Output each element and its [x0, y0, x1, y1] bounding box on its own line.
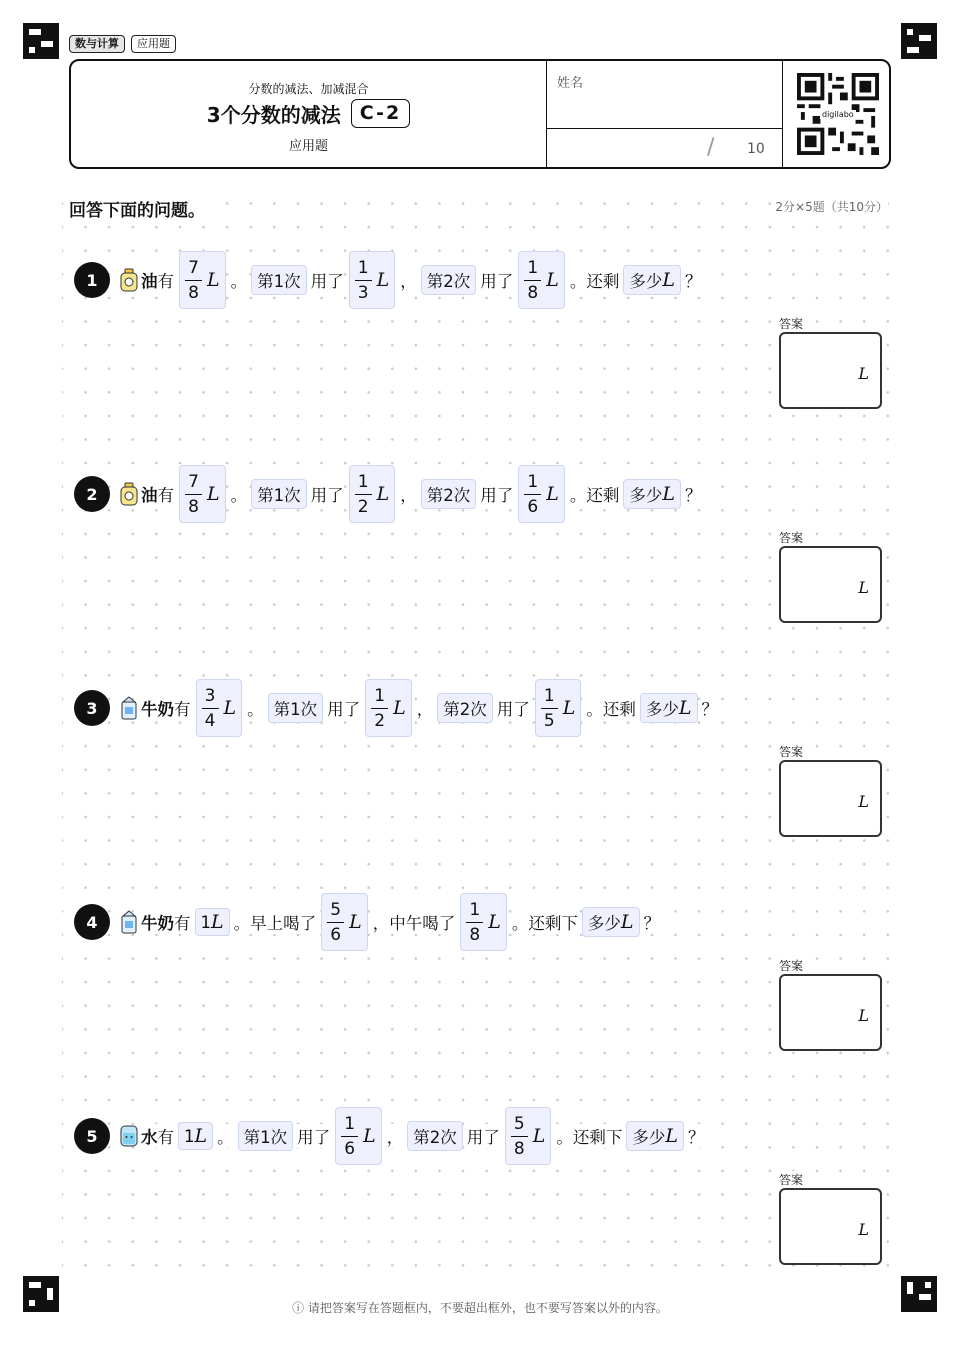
numerator: 5 — [513, 1113, 525, 1134]
second-amount — [518, 251, 565, 309]
worksheet-kind: 应用题 — [288, 139, 328, 154]
ask-box — [623, 479, 681, 509]
denominator: 2 — [374, 710, 386, 731]
unit: L — [678, 697, 692, 719]
title-row — [71, 99, 546, 128]
answer-box-1[interactable] — [779, 332, 882, 409]
oil-bottle-icon — [119, 268, 139, 292]
comma: ， — [417, 696, 434, 720]
question-5 — [74, 1106, 705, 1166]
numerator: 1 — [357, 471, 369, 492]
remain-text: 。还剩 — [570, 268, 620, 292]
answer-label: 答案 — [779, 531, 804, 545]
ask-box — [582, 907, 640, 937]
comma: ， — [400, 482, 417, 506]
used-text: 用了 — [480, 268, 513, 292]
numerator: 1 — [527, 471, 539, 492]
tag-number-calc: 数与计算 — [69, 35, 125, 53]
unit: L — [662, 269, 675, 291]
subject: 油 — [141, 482, 158, 506]
unit: L — [665, 1125, 678, 1147]
answer-unit: L — [858, 578, 869, 597]
first-amount — [321, 893, 368, 951]
unit: L — [207, 269, 220, 291]
numerator: 1 — [527, 257, 539, 278]
morning-text: 早上喝了 — [250, 910, 316, 934]
name-score-section — [546, 61, 782, 167]
period: 。 — [231, 482, 248, 506]
question-mark: ？ — [685, 268, 702, 292]
qr-section — [782, 61, 889, 167]
question-mark: ？ — [688, 1124, 705, 1148]
numerator: 1 — [543, 685, 555, 706]
subject: 油 — [141, 268, 158, 292]
answer-unit: L — [858, 792, 869, 811]
subject: 牛奶 — [141, 910, 174, 934]
first-time: 第1次 — [251, 265, 307, 295]
comma: ， — [373, 910, 390, 934]
verb: 有 — [174, 696, 191, 720]
denominator: 8 — [188, 282, 199, 303]
denominator: 8 — [188, 496, 199, 517]
total-amount — [179, 465, 226, 523]
verb: 有 — [174, 910, 191, 934]
denominator: 6 — [330, 924, 342, 945]
water-glass-icon — [119, 1124, 139, 1148]
answer-label: 答案 — [779, 959, 804, 973]
question-mark: ？ — [685, 482, 702, 506]
first-amount — [349, 251, 396, 309]
period: 。 — [217, 1124, 234, 1148]
period: 。 — [247, 696, 264, 720]
subject: 水 — [141, 1124, 158, 1148]
unit: L — [662, 483, 675, 505]
remain-text: 。还剩 — [570, 482, 620, 506]
first-amount — [365, 679, 412, 737]
corner-marker-top-left — [23, 23, 59, 59]
question-1 — [74, 250, 702, 310]
first-amount — [335, 1107, 382, 1165]
question-mark: ？ — [702, 696, 719, 720]
first-time: 第1次 — [251, 479, 307, 509]
oil-bottle-icon — [119, 482, 139, 506]
score-slash: / — [707, 135, 715, 160]
subject: 牛奶 — [141, 696, 174, 720]
used-text: 用了 — [467, 1124, 500, 1148]
second-time: 第2次 — [437, 693, 493, 723]
unit: L — [546, 269, 559, 291]
numerator: 1 — [357, 257, 369, 278]
used-text: 用了 — [311, 268, 344, 292]
verb: 有 — [158, 268, 175, 292]
name-divider — [547, 128, 782, 129]
total-amount — [178, 1122, 213, 1150]
answer-box-2[interactable] — [779, 546, 882, 623]
unit: L — [223, 697, 237, 719]
noon-text: 中午喝了 — [389, 910, 455, 934]
score-total: 10 — [747, 141, 765, 157]
answer-unit: L — [858, 1220, 869, 1239]
total-amount — [196, 679, 243, 737]
unit: L — [562, 697, 576, 719]
second-time: 第2次 — [407, 1121, 463, 1151]
numerator: 3 — [204, 685, 216, 706]
ask-box — [640, 693, 698, 723]
points-info: 2分×5题（共10分） — [775, 200, 888, 214]
numerator: 1 — [374, 685, 386, 706]
ask-text: 多少 — [629, 272, 663, 291]
denominator: 6 — [344, 1138, 356, 1159]
first-amount — [349, 465, 396, 523]
unit: L — [546, 483, 559, 505]
instruction: 回答下面的问题。 — [69, 196, 205, 221]
period: 。 — [234, 910, 251, 934]
category-tags — [69, 35, 176, 53]
second-amount — [518, 465, 565, 523]
question-number: 1 — [74, 262, 110, 298]
question-number: 5 — [74, 1118, 110, 1154]
numerator: 1 — [469, 899, 481, 920]
denominator: 6 — [527, 496, 539, 517]
numerator: 1 — [344, 1113, 356, 1134]
answer-box-5[interactable] — [779, 1188, 882, 1265]
worksheet-header — [69, 59, 891, 169]
numerator: 7 — [188, 257, 199, 278]
question-4 — [74, 892, 660, 952]
name-label: 姓名 — [557, 76, 584, 91]
total-amount — [195, 908, 230, 936]
remain-text: 。还剩 — [586, 696, 636, 720]
verb: 有 — [158, 482, 175, 506]
corner-marker-top-right — [901, 23, 937, 59]
answer-label: 答案 — [779, 1173, 804, 1187]
denominator: 8 — [469, 924, 481, 945]
question-number: 2 — [74, 476, 110, 512]
denominator: 8 — [527, 282, 539, 303]
unit: L — [376, 483, 390, 505]
ask-text: 多少 — [645, 700, 679, 719]
question-number: 3 — [74, 690, 110, 726]
answer-label: 答案 — [779, 745, 804, 759]
worksheet-subtitle: 分数的减法、加减混合 — [248, 82, 369, 96]
answer-label: 答案 — [779, 317, 804, 331]
first-time: 第1次 — [238, 1121, 294, 1151]
level-badge: C-2 — [351, 99, 411, 128]
unit: L — [620, 911, 634, 933]
second-amount — [460, 893, 507, 951]
ask-box — [623, 265, 681, 295]
used-text: 用了 — [297, 1124, 330, 1148]
answer-box-3[interactable] — [779, 760, 882, 837]
unit: L — [207, 483, 220, 505]
bottom-margin — [0, 1276, 960, 1358]
qr-text: digilabo — [822, 110, 854, 119]
second-time: 第2次 — [421, 479, 477, 509]
denominator: 4 — [204, 710, 216, 731]
denominator: 2 — [357, 496, 369, 517]
used-text: 用了 — [497, 696, 530, 720]
unit: L — [488, 911, 501, 933]
right-margin — [900, 0, 960, 1358]
title-section — [71, 61, 546, 167]
used-text: 用了 — [311, 482, 344, 506]
footer-notice — [0, 1297, 960, 1316]
second-amount — [535, 679, 582, 737]
answer-box-4[interactable] — [779, 974, 882, 1051]
used-text: 用了 — [480, 482, 513, 506]
unit: L — [363, 1125, 376, 1147]
total-whole: 1 — [184, 1126, 195, 1146]
denominator: 5 — [543, 710, 555, 731]
ask-text: 多少 — [632, 1128, 666, 1147]
tag-word-problem: 应用题 — [131, 35, 176, 53]
verb: 有 — [158, 1124, 175, 1148]
worksheet-title: 3个分数的减法 — [206, 103, 341, 127]
numerator: 5 — [330, 899, 342, 920]
unit: L — [211, 911, 224, 933]
used-text: 用了 — [327, 696, 360, 720]
denominator: 8 — [513, 1138, 525, 1159]
ask-text: 多少 — [587, 914, 621, 933]
question-number: 4 — [74, 904, 110, 940]
unit: L — [376, 269, 390, 291]
answer-unit: L — [858, 1006, 869, 1025]
question-2 — [74, 464, 702, 524]
total-amount — [179, 251, 226, 309]
denominator: 3 — [357, 282, 369, 303]
comma: ， — [387, 1124, 404, 1148]
unit: L — [532, 1125, 546, 1147]
ask-box — [626, 1121, 684, 1151]
ask-text: 多少 — [629, 486, 663, 505]
footer-text: ⓘ 请把答案写在答题框内，不要超出框外，也不要写答案以外的内容。 — [288, 1301, 672, 1315]
numerator: 7 — [188, 471, 199, 492]
question-3 — [74, 678, 718, 738]
milk-carton-icon — [119, 696, 139, 720]
first-time: 第1次 — [268, 693, 324, 723]
second-time: 第2次 — [421, 265, 477, 295]
milk-carton-icon — [119, 910, 139, 934]
left-margin — [0, 0, 62, 1358]
unit: L — [349, 911, 362, 933]
question-mark: ？ — [644, 910, 661, 934]
remain-text: 。还剩下 — [556, 1124, 622, 1148]
total-whole: 1 — [200, 912, 211, 932]
period: 。 — [231, 268, 248, 292]
remain-text: 。还剩下 — [512, 910, 578, 934]
second-amount — [505, 1107, 552, 1165]
comma: ， — [400, 268, 417, 292]
answer-unit: L — [858, 364, 869, 383]
unit: L — [194, 1125, 208, 1147]
unit: L — [393, 697, 406, 719]
